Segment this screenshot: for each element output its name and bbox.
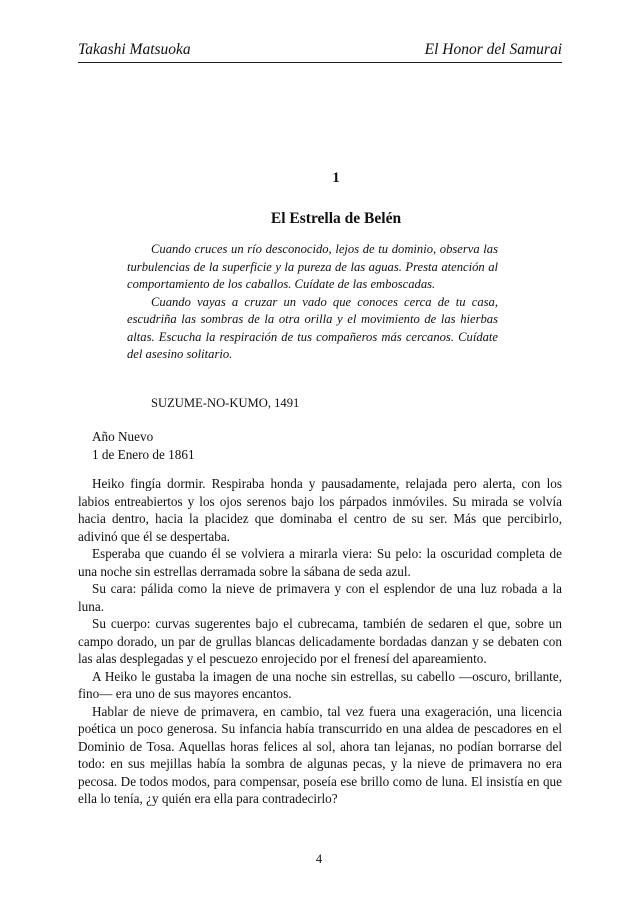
header-author: Takashi Matsuoka [78, 41, 191, 58]
body-paragraph: A Heiko le gustaba la imagen de una noche sin estrellas, su cabello —oscuro, brillante, fino— era uno de sus mayores encantos. [78, 668, 562, 701]
body-paragraph: Esperaba que cuando él se volviera a mirarla viera: Su pelo: la oscuridad completa de una noche sin estrellas derramada sobre la sábana de seda azul. [78, 546, 562, 579]
body-paragraph: Hablar de nieve de primavera, en cambio, tal vez fuera una exageración, una licencia poética un poco generosa. Su infancia había transcurrido en una aldea de pescadores en el Dominio de Tosa. Aquellas horas felices al sol, ahora tan lejanas, no podían borrarse del todo: en sus mejillas había la sombra de algunas pecas, y la nieve de primavera no era pecosa. De todos modos, para compensar, poseía ese brillo como de luna. El insistía en que ella lo tenía, ¿y quién era ella para contradecirlo? [78, 703, 562, 806]
chapter-number: 1 [332, 170, 340, 186]
epigraph-paragraph: Cuando cruces un río desconocido, lejos de tu dominio, observa las turbulencias de la superficie y la pureza de las aguas. Presta atención al comportamiento de los caballos. Cuídate de las emboscadas. [127, 242, 498, 291]
chapter-title: El Estrella de Belén [270, 210, 402, 227]
dateline [92, 428, 195, 463]
header-book-title: El Honor del Samurai [424, 41, 562, 58]
page-number: 4 [315, 852, 323, 866]
body-paragraph: Su cara: pálida como la nieve de primavera y con el esplendor de una luz robada a la luna. [78, 581, 562, 614]
dateline-occasion: Año Nuevo [92, 429, 154, 444]
body-paragraph: Heiko fingía dormir. Respiraba honda y pausadamente, relajada pero alerta, con los labios entreabiertos y los ojos serenos bajo los párpados inmóviles. Su mirada se volvía hacia dentro, hacia la placidez que dominaba el centro de su ser. Más que percibirlo, adivinó que él se despertaba. [78, 476, 562, 544]
body-paragraph: Su cuerpo: curvas sugerentes bajo el cubrecama, también de sedaren el que, sobre un campo dorado, un par de grullas blancas delicadamente bordadas danzan y se debaten con las alas desplegadas y el pescuezo enrojecido por el frenesí del apareamiento. [78, 616, 562, 666]
epigraph [127, 241, 498, 364]
epigraph-source: SUZUME-NO-KUMO, 1491 [151, 396, 300, 410]
dateline-date: 1 de Enero de 1861 [92, 446, 195, 462]
running-header [78, 40, 562, 63]
body-text [78, 475, 562, 808]
epigraph-paragraph: Cuando vayas a cruzar un vado que conoces cerca de tu casa, escudriña las sombras de la otra orilla y el movimiento de las hierbas altas. Escucha la respiración de tus compañeros más cercanos. Cuídate del asesino solitario. [127, 294, 498, 361]
